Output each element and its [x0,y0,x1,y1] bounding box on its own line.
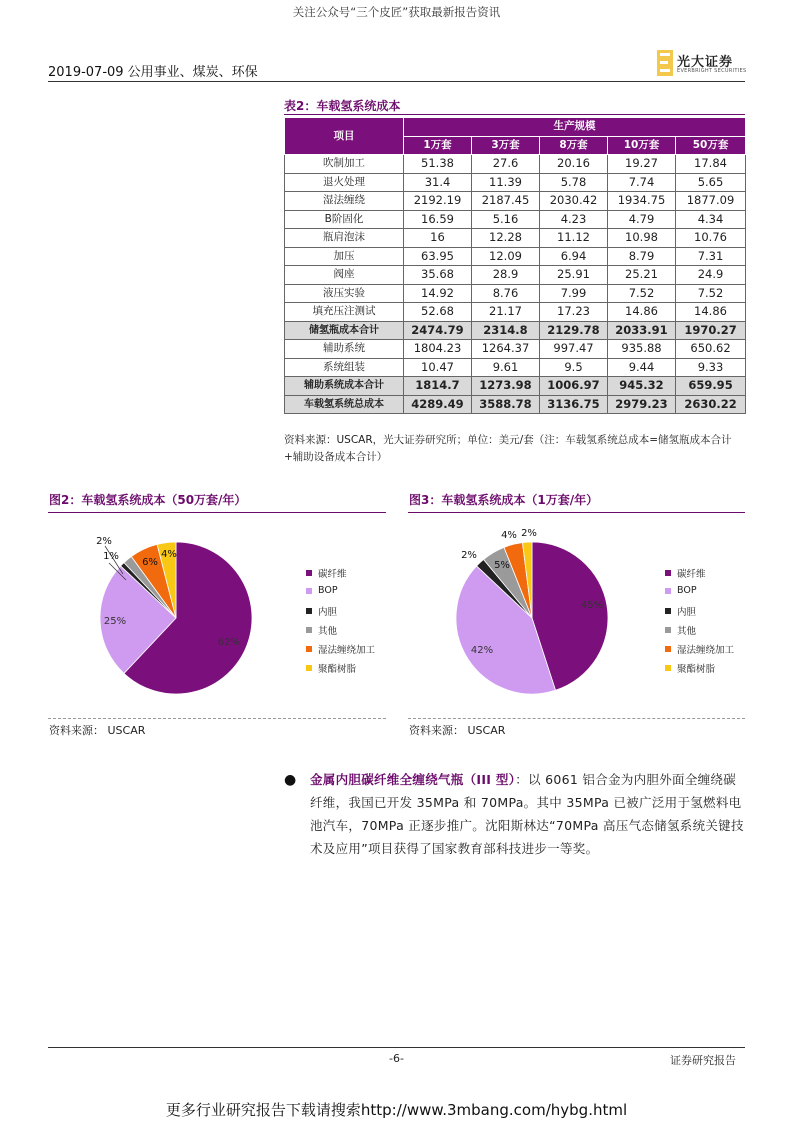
table-cell: 10.98 [608,229,676,248]
table-cell: 5.78 [540,173,608,192]
pie-value-label: 62% [217,637,241,648]
legend-item [665,585,697,596]
report-type: 证券研究报告 [670,1054,736,1067]
item-header: 项目 [285,118,404,155]
table-cell: 2630.22 [676,395,746,414]
bullet-icon: ● [284,772,297,788]
table-cell: 1264.37 [472,340,540,359]
row-label: B阶固化 [285,210,404,229]
table-header-row-1 [285,118,746,137]
table-cell: 9.33 [676,358,746,377]
figure2-pie-chart [48,522,288,714]
table-cell: 1877.09 [676,192,746,211]
table-row [285,321,746,340]
table-row [285,173,746,192]
figure3-source: 资料来源： USCAR [409,724,506,737]
legend-label: BOP [318,585,338,596]
legend-swatch-icon [306,665,312,671]
legend-item [665,604,696,618]
legend-item [306,585,338,596]
legend-label: 内胆 [677,607,697,618]
legend-swatch-icon [306,627,312,633]
pie-value-label: 4% [501,530,517,541]
legend-swatch-icon [306,588,312,594]
table-cell: 16 [404,229,472,248]
table-cell: 17.84 [676,155,746,174]
legend-item [665,566,706,580]
table-cell: 2129.78 [540,321,608,340]
table-title: 表2：车载氢系统成本 [284,99,401,113]
table-cell: 1804.23 [404,340,472,359]
table-title-rule [284,114,745,115]
table-cell: 10.47 [404,358,472,377]
table-cell: 11.12 [540,229,608,248]
legend-swatch-icon [665,608,671,614]
legend-swatch-icon [665,570,671,576]
row-label: 辅助系统 [285,340,404,359]
pie-value-label: 2% [521,528,537,539]
legend-item [665,642,734,656]
table-cell: 1006.97 [540,377,608,396]
table-cell: 1814.7 [404,377,472,396]
table-cell: 7.31 [676,247,746,266]
table-cell: 9.61 [472,358,540,377]
figure3-bottom-rule [408,718,745,719]
table-row [285,192,746,211]
row-label: 吹制加工 [285,155,404,174]
table-cell: 3588.78 [472,395,540,414]
table-cell: 16.59 [404,210,472,229]
table-cell: 4.23 [540,210,608,229]
footer-divider [48,1047,745,1048]
legend-label: 其他 [677,626,697,637]
pie-value-label: 42% [470,645,494,656]
paragraph-text: ：以 6061 铝合金为内胆外面全缠绕碳纤维，我国已开发 35MPa 和 70MPa。其中 35MPa 已被广泛用于氢燃料电池汽车，70MPa 正逐步推广。沈阳斯林达“70MPa 高压气态储氢系统关键技术及应用”项目获得了国家教育部科技进步一等奖。 [310,772,744,856]
legend-item [665,661,715,675]
table-cell: 31.4 [404,173,472,192]
table-row [285,284,746,303]
table-cell: 4.79 [608,210,676,229]
legend-label: 湿法缠绕加工 [677,645,735,656]
row-label: 瓶肩泡沫 [285,229,404,248]
table-cell: 2030.42 [540,192,608,211]
top-banner: 关注公众号“三个皮匠”获取最新报告资讯 [292,5,501,19]
figure2-legend [306,566,388,676]
table-cell: 1970.27 [676,321,746,340]
download-banner[interactable]: 更多行业研究报告下载请搜索http://www.3mbang.com/hybg.html [165,1101,628,1119]
table-cell: 7.52 [608,284,676,303]
row-label: 储氢瓶成本合计 [285,321,404,340]
table-cell: 2314.8 [472,321,540,340]
table-cell: 9.5 [540,358,608,377]
column-header: 10万套 [608,136,676,155]
legend-label: 其他 [318,626,338,637]
legend-label: 碳纤维 [677,569,706,580]
table-cell: 9.44 [608,358,676,377]
figure3-legend [665,566,747,676]
table-cell: 4289.49 [404,395,472,414]
table-cell: 1934.75 [608,192,676,211]
everbright-logo-icon [657,50,673,76]
legend-swatch-icon [665,646,671,652]
legend-item [306,623,337,637]
row-label: 系统组装 [285,358,404,377]
table-cell: 20.16 [540,155,608,174]
table-cell: 4.34 [676,210,746,229]
table-cell: 14.86 [608,303,676,322]
table-cell: 21.17 [472,303,540,322]
legend-item [306,661,356,675]
table-cell: 7.99 [540,284,608,303]
row-label: 填充压注测试 [285,303,404,322]
column-header: 8万套 [540,136,608,155]
table-cell: 650.62 [676,340,746,359]
table-cell: 8.79 [608,247,676,266]
legend-label: 碳纤维 [318,569,347,580]
brokerage-logo [657,50,747,78]
body-paragraph [310,768,746,860]
legend-swatch-icon [306,608,312,614]
header-divider [48,81,745,82]
table-cell: 5.16 [472,210,540,229]
table-row [285,210,746,229]
table-cell: 14.86 [676,303,746,322]
table-cell: 659.95 [676,377,746,396]
table-cell: 2474.79 [404,321,472,340]
legend-item [306,604,337,618]
figure2-title: 图2：车载氢系统成本（50万套/年） [49,493,247,507]
table-cell: 52.68 [404,303,472,322]
scale-group-header: 生产规模 [404,118,746,137]
pie-value-label: 25% [103,616,127,627]
table-row [285,266,746,285]
column-header: 1万套 [404,136,472,155]
table-cell: 945.32 [608,377,676,396]
figure3-pie-chart [408,522,648,714]
logo-name-cn: 光大证券 [677,55,734,70]
row-label: 车载氢系统总成本 [285,395,404,414]
legend-swatch-icon [665,588,671,594]
table-cell: 35.68 [404,266,472,285]
pie-value-label: 2% [96,536,112,547]
table-row [285,340,746,359]
table-cell: 2192.19 [404,192,472,211]
table-source-note: 资料来源：USCAR，光大证券研究所；单位：美元/套（注：车载氢系统总成本=储氢瓶成本合计+辅助设备成本合计） [284,434,732,463]
legend-item [306,566,347,580]
table-cell: 17.23 [540,303,608,322]
table-cell: 2187.45 [472,192,540,211]
paragraph-lead: 金属内胆碳纤维全缠绕气瓶（III 型） [310,772,516,787]
table-cell: 2979.23 [608,395,676,414]
legend-item [665,623,696,637]
table-cell: 51.38 [404,155,472,174]
table-cell: 24.9 [676,266,746,285]
table-row [285,229,746,248]
table-row [285,247,746,266]
legend-label: 聚酯树脂 [318,664,357,675]
row-label: 液压实验 [285,284,404,303]
table-cell: 935.88 [608,340,676,359]
legend-label: 内胆 [318,607,338,618]
table-cell: 1273.98 [472,377,540,396]
pie-value-label: 1% [103,551,119,562]
legend-swatch-icon [306,570,312,576]
cost-table [284,117,746,414]
table-row [285,395,746,414]
table-cell: 12.09 [472,247,540,266]
legend-swatch-icon [306,646,312,652]
row-label: 辅助系统成本合计 [285,377,404,396]
column-header: 50万套 [676,136,746,155]
table-cell: 11.39 [472,173,540,192]
pie-value-label: 4% [161,549,177,560]
table-cell: 28.9 [472,266,540,285]
table-cell: 27.6 [472,155,540,174]
table-cell: 3136.75 [540,395,608,414]
table-row [285,358,746,377]
table-cell: 63.95 [404,247,472,266]
table-cell: 6.94 [540,247,608,266]
table-cell: 7.74 [608,173,676,192]
report-date-sector: 2019-07-09 公用事业、煤炭、环保 [48,65,258,80]
table-row [285,303,746,322]
figure3-title: 图3：车载氢系统成本（1万套/年） [409,493,599,507]
row-label: 阀座 [285,266,404,285]
legend-item [306,642,375,656]
row-label: 退火处理 [285,173,404,192]
figure2-source: 资料来源： USCAR [49,724,146,737]
table-row [285,377,746,396]
table-cell: 12.28 [472,229,540,248]
figure3-title-rule [408,512,745,513]
pie-value-label: 2% [461,550,477,561]
legend-label: BOP [677,585,697,596]
page-number: -6- [389,1052,404,1065]
pie-value-label: 6% [142,557,158,568]
table-cell: 10.76 [676,229,746,248]
table-cell: 2033.91 [608,321,676,340]
table-cell: 7.52 [676,284,746,303]
figure2-bottom-rule [48,718,386,719]
table-cell: 25.91 [540,266,608,285]
row-label: 湿法缠绕 [285,192,404,211]
legend-label: 聚酯树脂 [677,664,716,675]
column-header: 3万套 [472,136,540,155]
table-cell: 25.21 [608,266,676,285]
legend-label: 湿法缠绕加工 [318,645,376,656]
legend-swatch-icon [665,627,671,633]
legend-swatch-icon [665,665,671,671]
pie-value-label: 5% [494,560,510,571]
logo-name-en: EVERBRIGHT SECURITIES [677,68,747,74]
table-row [285,155,746,174]
table-cell: 997.47 [540,340,608,359]
table-cell: 19.27 [608,155,676,174]
table-cell: 5.65 [676,173,746,192]
table-cell: 14.92 [404,284,472,303]
row-label: 加压 [285,247,404,266]
figure2-title-rule [48,512,386,513]
pie-value-label: 45% [580,600,604,611]
table-cell: 8.76 [472,284,540,303]
